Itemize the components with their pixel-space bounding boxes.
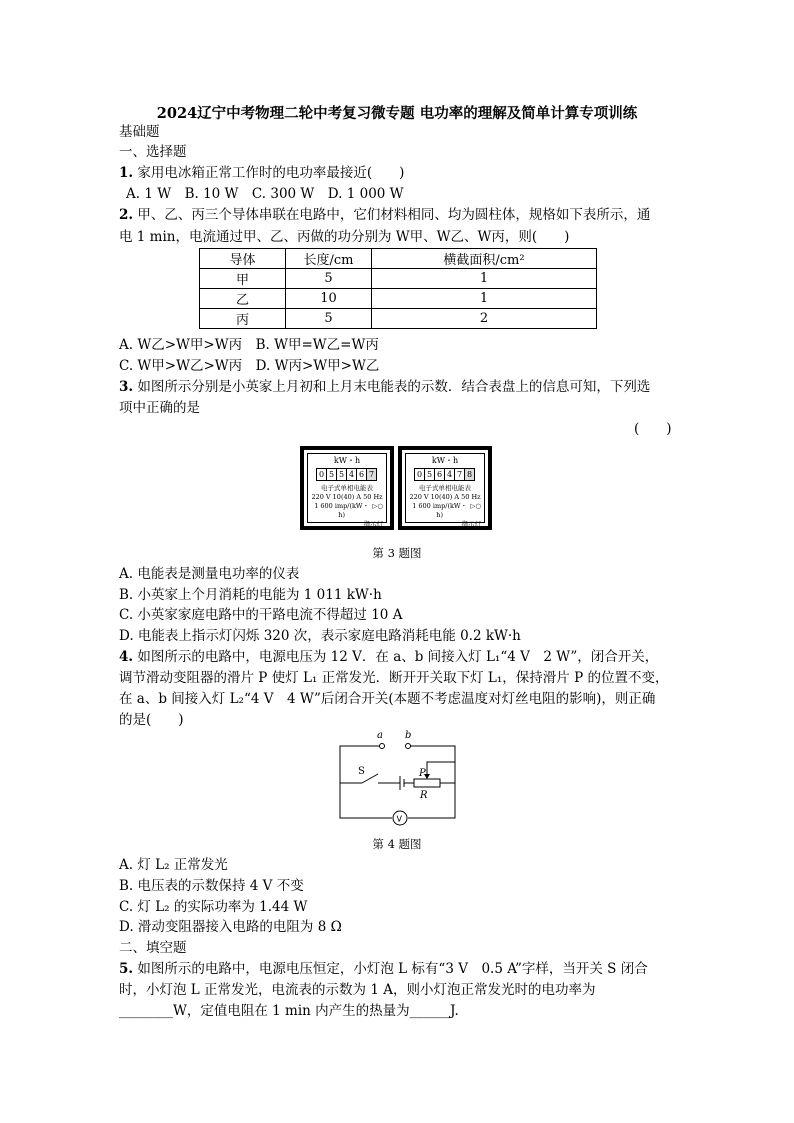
wire-right xyxy=(408,746,455,818)
table-header-row xyxy=(200,249,597,269)
table-header: 长度/cm xyxy=(286,249,372,269)
q4-option-c: C. 灯 L₂ 的实际功率为 1.44 W xyxy=(119,899,308,915)
q4-figure-caption: 第 4 题图 xyxy=(372,837,422,851)
section-basic: 基础题 xyxy=(119,124,160,140)
table-row xyxy=(200,309,597,329)
table-cell: 丙 xyxy=(200,309,286,329)
label-r: R xyxy=(420,790,428,801)
meter-digits xyxy=(406,468,484,481)
q2-options-ab: A. W乙>W甲>W丙 B. W甲=W乙=W丙 xyxy=(119,337,379,353)
q2-options-cd: C. W甲>W乙>W丙 D. W丙>W甲>W乙 xyxy=(119,358,380,374)
label-p: P xyxy=(419,768,426,779)
terminal-b xyxy=(406,744,411,749)
meter-digit: 0 xyxy=(414,468,425,481)
meter-digit: 4 xyxy=(444,468,455,481)
page-title: 2024辽宁中考物理二轮中考复习微专题 电功率的理解及简单计算专项训练 xyxy=(156,105,638,122)
meter-unit: kW・h xyxy=(431,456,459,465)
meter-digit: 0 xyxy=(316,468,327,481)
q1-number: 1. xyxy=(119,165,134,181)
q2-stem-line2: 电 1 min，电流通过甲、乙、丙做的功分别为 W甲、W乙、W丙，则( ) xyxy=(119,229,570,245)
q3-option-d: D. 电能表上指示灯闪烁 320 次，表示家庭电路消耗电能 0.2 kW·h xyxy=(119,628,521,644)
label-v: V xyxy=(396,814,402,824)
q3-number: 3. xyxy=(119,379,134,395)
circuit-diagram xyxy=(330,728,470,830)
meter-unit: kW・h xyxy=(333,456,361,465)
q3-option-c: C. 小英家家庭电路中的干路电流不得超过 10 A xyxy=(119,607,403,623)
meter-digit: 8 xyxy=(464,468,475,481)
q5-stem-line2: 时，小灯泡 L 正常发光，电流表的示数为 1 A，则小灯泡正常发光时的电功率为 xyxy=(119,982,596,998)
q4-stem-line1 xyxy=(119,648,658,666)
rheostat xyxy=(414,779,440,787)
q2-text1: 甲、乙、丙三个导体串联在电路中，它们材料相同、均为圆柱体，规格如下表所示，通 xyxy=(137,207,651,223)
table-cell: 2 xyxy=(372,309,597,329)
meter-left xyxy=(300,446,394,530)
table-row xyxy=(200,269,597,289)
table-row xyxy=(200,289,597,309)
q3-text1: 如图所示分别是小英家上月初和上月末电能表的示数．结合表盘上的信息可知，下列选 xyxy=(137,379,651,395)
indicator-icon: ▷○ xyxy=(470,502,481,510)
meter-rating: 220 V 10(40) A 50 Hz xyxy=(409,493,481,501)
q3-figure-caption: 第 3 题图 xyxy=(372,546,422,560)
label-b: b xyxy=(405,730,412,741)
section-fill: 二、填空题 xyxy=(119,940,187,956)
q1-stem xyxy=(119,164,404,182)
meter-indicator-label: 指示灯 xyxy=(363,520,383,528)
table-cell: 1 xyxy=(372,289,597,309)
q4-stem-line2: 调节滑动变阻器的滑片 P 使灯 L₁ 正常发光．断开开关取下灯 L₁，保持滑片 P 的位置不变， xyxy=(119,670,669,686)
q4-option-a: A. 灯 L₂ 正常发光 xyxy=(119,857,228,873)
table-cell: 10 xyxy=(286,289,372,309)
label-a: a xyxy=(377,730,383,741)
q3-answer-paren: ( ) xyxy=(634,421,672,437)
terminal-a xyxy=(380,744,385,749)
label-s: S xyxy=(358,766,365,777)
meter-indicator-label: 指示灯 xyxy=(461,520,481,528)
wire-left xyxy=(340,746,392,818)
q5-text1: 如图所示的电路中，电源电压恒定，小灯泡 L 标有“3 V 0.5 A”字样，当开关 S 闭合 xyxy=(137,961,648,977)
table-cell: 1 xyxy=(372,269,597,289)
meter-right xyxy=(398,446,492,530)
meter-digit: 7 xyxy=(454,468,465,481)
q3-option-a: A. 电能表是测量电功率的仪表 xyxy=(119,566,300,582)
conductor-table xyxy=(199,248,597,329)
meter-digit: 5 xyxy=(326,468,337,481)
meter-constant: 1 600 imp/(kW・h) xyxy=(412,502,468,519)
section-choice: 一、选择题 xyxy=(119,144,187,160)
meter-type: 电子式单相电能表 xyxy=(321,484,373,492)
q4-text1: 如图所示的电路中，电源电压为 12 V．在 a、b 间接入灯 L₁“4 V 2 W”，闭合开关， xyxy=(137,649,659,665)
q4-number: 4. xyxy=(119,649,134,665)
table-header: 横截面积/cm² xyxy=(372,249,597,269)
meter-digit: 7 xyxy=(366,468,377,481)
table-cell: 甲 xyxy=(200,269,286,289)
meter-constant: 1 600 imp/(kW・h) xyxy=(314,502,370,519)
q4-stem-line3: 在 a、b 间接入灯 L₂“4 V 4 W”后闭合开关(本题不考虑温度对灯丝电阻的影响)，则正确 xyxy=(119,691,656,707)
q5-stem-line3: ________W，定值电阻在 1 min 内产生的热量为______J. xyxy=(119,1003,459,1019)
table-cell: 5 xyxy=(286,309,372,329)
q5-stem-line1 xyxy=(119,960,648,978)
meter-type: 电子式单相电能表 xyxy=(419,484,471,492)
q3-stem-line2: 项中正确的是 xyxy=(119,400,200,416)
meter-digit: 6 xyxy=(434,468,445,481)
meter-digit: 5 xyxy=(336,468,347,481)
meter-digit: 4 xyxy=(346,468,357,481)
q4-option-d: D. 滑动变阻器接入电路的电阻为 8 Ω xyxy=(119,919,342,935)
q3-option-b: B. 小英家上个月消耗的电能为 1 011 kW·h xyxy=(119,587,382,603)
q1-text: 家用电冰箱正常工作时的电功率最接近( ) xyxy=(137,165,405,181)
table-cell: 乙 xyxy=(200,289,286,309)
meter-digits xyxy=(308,468,386,481)
meter-digit: 5 xyxy=(424,468,435,481)
indicator-icon: ▷○ xyxy=(372,502,383,510)
q3-stem-line1 xyxy=(119,378,650,396)
q1-options: A. 1 W B. 10 W C. 300 W D. 1 000 W xyxy=(126,186,404,202)
slider-wire xyxy=(427,762,455,778)
q2-stem-line1 xyxy=(119,206,650,224)
q2-number: 2. xyxy=(119,207,134,223)
q5-number: 5. xyxy=(119,961,134,977)
q4-stem-line4: 的是( ) xyxy=(119,712,184,728)
meter-digit: 6 xyxy=(356,468,367,481)
table-cell: 5 xyxy=(286,269,372,289)
meter-rating: 220 V 10(40) A 50 Hz xyxy=(311,493,383,501)
q4-option-b: B. 电压表的示数保持 4 V 不变 xyxy=(119,878,304,894)
table-header: 导体 xyxy=(200,249,286,269)
